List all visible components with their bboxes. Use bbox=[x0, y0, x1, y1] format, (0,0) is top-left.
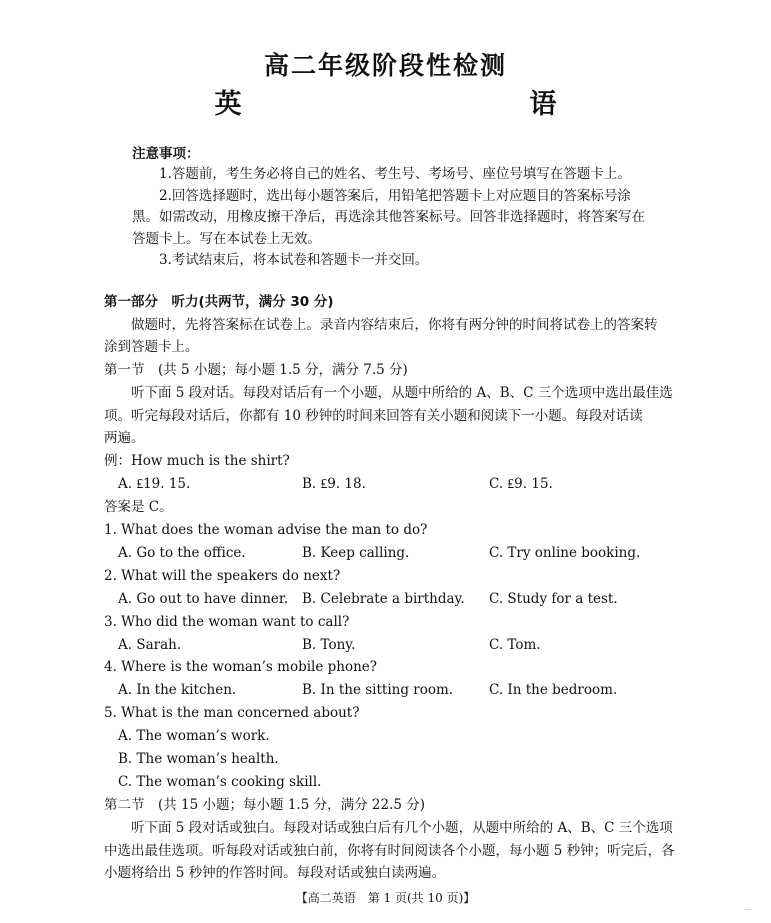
subject-title: 英 语 bbox=[214, 89, 635, 120]
example-option-a: A. ₤19. 15. bbox=[118, 476, 191, 492]
notice-item-2: 2.回答选择题时，选出每小题答案后，用铅笔把答题卡上对应题目的答案标号涂 bbox=[159, 188, 631, 204]
q5-option-c: C. The woman’s cooking skill. bbox=[118, 774, 322, 790]
q1-option-a: A. Go to the office. bbox=[118, 545, 246, 561]
q3-option-a: A. Sarah. bbox=[118, 637, 182, 653]
notice-item-2-cont: 答题卡上。写在本试卷上无效。 bbox=[132, 231, 321, 247]
q2-option-a: A. Go out to have dinner. bbox=[118, 591, 289, 607]
question-5: 5. What is the man concerned about? bbox=[104, 705, 360, 721]
notice-item-2-cont: 黑。如需改动，用橡皮擦干净后，再选涂其他答案标号。回答非选择题时，将答案写在 bbox=[132, 209, 645, 225]
part1-intro: 做题时，先将答案标在试卷上。录音内容结束后，你将有两分钟的时间将试卷上的答案转 bbox=[131, 317, 658, 333]
q3-option-b: B. Tony. bbox=[302, 637, 356, 653]
section1-instructions-cont: 项。听完每段对话后，你都有 10 秒钟的时间来回答有关小题和阅读下一小题。每段对话读 bbox=[104, 408, 643, 424]
corner-mark: ... bbox=[745, 905, 751, 912]
question-2: 2. What will the speakers do next? bbox=[104, 568, 341, 584]
q4-option-b: B. In the sitting room. bbox=[302, 682, 454, 698]
q1-option-b: B. Keep calling. bbox=[302, 545, 410, 561]
example-option-b: B. ₤9. 18. bbox=[302, 476, 366, 492]
q2-option-b: B. Celebrate a birthday. bbox=[302, 591, 465, 607]
notice-item-1: 1.答题前，考生务必将自己的姓名、考生号、考场号、座位号填写在答题卡上。 bbox=[159, 166, 631, 182]
part1-heading: 第一部分 听力(共两节，满分 30 分) bbox=[104, 294, 334, 310]
notice-heading: 注意事项： bbox=[132, 146, 200, 162]
example-question: 例：How much is the shirt? bbox=[104, 453, 290, 469]
question-3: 3. Who did the woman want to call? bbox=[104, 614, 350, 630]
question-4: 4. Where is the woman’s mobile phone? bbox=[104, 659, 378, 675]
section2-instructions-cont: 中选出最佳选项。听每段对话或独白前，你将有时间阅读各个小题，每小题 5 秒钟；听完后，各 bbox=[104, 843, 675, 859]
section2-instructions-cont: 小题将给出 5 秒钟的作答时间。每段对话或独白读两遍。 bbox=[104, 865, 446, 881]
q3-option-c: C. Tom. bbox=[489, 637, 541, 653]
exam-title: 高二年级阶段性检测 bbox=[263, 51, 507, 80]
section2-instructions: 听下面 5 段对话或独白。每段对话或独白后有几个小题，从题中所给的 A、B、C 三个选项 bbox=[131, 820, 673, 836]
section2-heading: 第二节 (共 15 小题；每小题 1.5 分，满分 22.5 分) bbox=[104, 797, 425, 813]
q4-option-c: C. In the bedroom. bbox=[489, 682, 618, 698]
section1-heading: 第一节 (共 5 小题；每小题 1.5 分，满分 7.5 分) bbox=[104, 362, 408, 378]
q4-option-a: A. In the kitchen. bbox=[118, 682, 237, 698]
section1-instructions: 听下面 5 段对话。每段对话后有一个小题，从题中所给的 A、B、C 三个选项中选出最佳选 bbox=[131, 385, 673, 401]
q5-option-a: A. The woman’s work. bbox=[118, 728, 270, 744]
example-option-c: C. ₤9. 15. bbox=[489, 476, 553, 492]
notice-item-3: 3.考试结束后，将本试卷和答题卡一并交回。 bbox=[159, 252, 429, 268]
q5-option-b: B. The woman’s health. bbox=[118, 751, 279, 767]
question-1: 1. What does the woman advise the man to do? bbox=[104, 522, 428, 538]
section1-instructions-cont: 两遍。 bbox=[104, 430, 145, 446]
page-footer: 【高二英语 第 1 页(共 10 页)】 bbox=[295, 891, 476, 905]
example-answer: 答案是 C。 bbox=[104, 499, 173, 515]
q2-option-c: C. Study for a test. bbox=[489, 591, 618, 607]
q1-option-c: C. Try online booking. bbox=[489, 545, 641, 561]
part1-intro-cont: 涂到答题卡上。 bbox=[104, 339, 199, 355]
